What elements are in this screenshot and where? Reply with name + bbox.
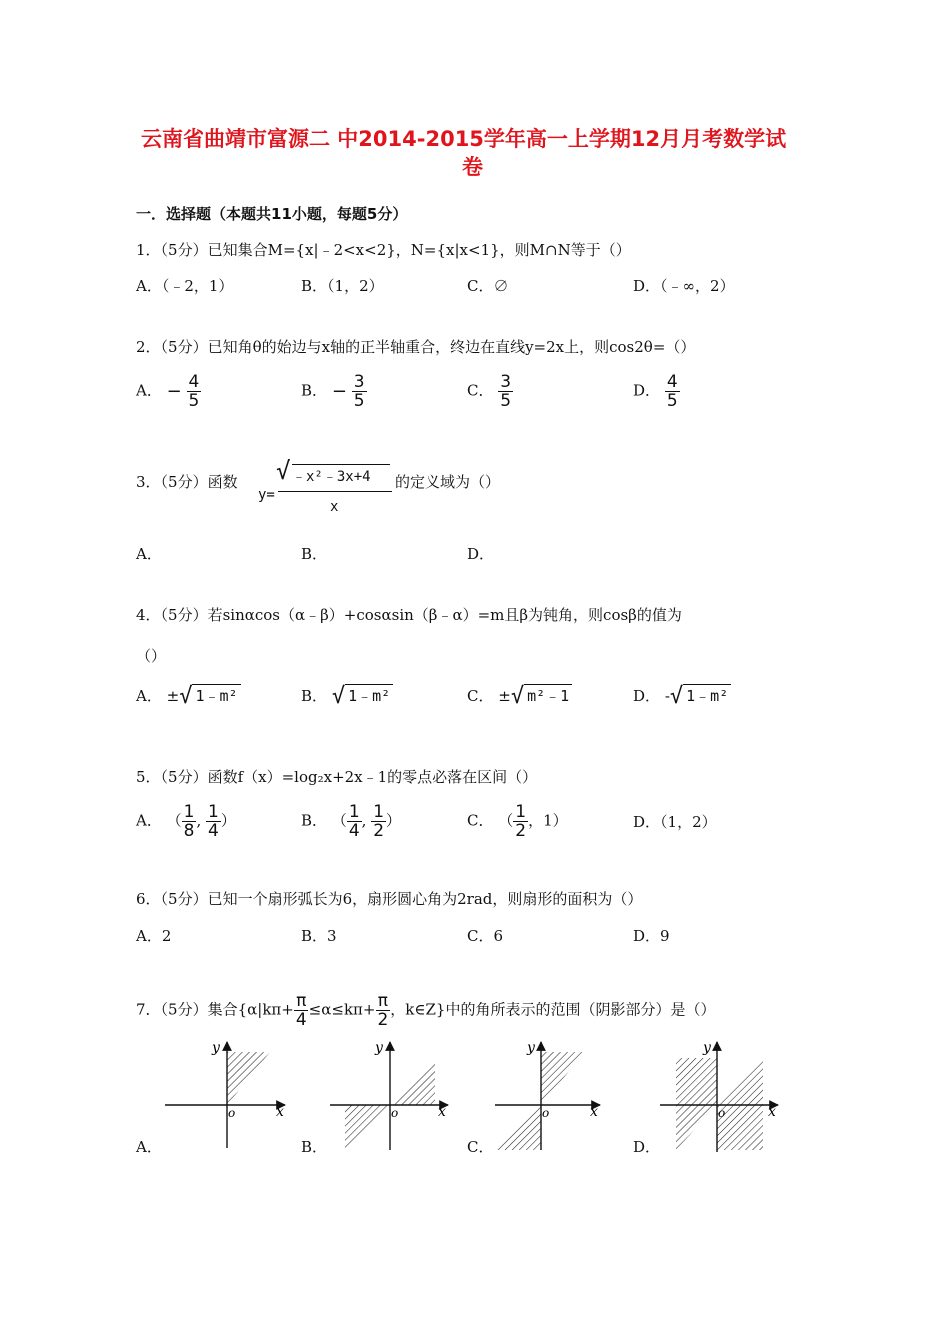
q7-a-x-label: x	[276, 1104, 284, 1120]
q6-option-c: C．6	[467, 927, 504, 945]
q4-stem-line1: 4．（5分）若sinαcos（α﹣β）+cosαsin（β﹣α）=m且β为钝角，则cosβ的值为	[136, 606, 682, 624]
q5-b-frac1: $\frac{1}{4}$	[348, 802, 360, 841]
q7-a-shaded-region	[227, 1052, 270, 1105]
q7-diagram-d	[660, 1040, 778, 1152]
q7-d-shaded-region-1	[676, 1058, 717, 1105]
q3-option-d: D．	[467, 545, 495, 563]
q5-option-a: A． （ $\frac{1}{8}$ , $\frac{1}{4}$ ）	[136, 802, 236, 841]
q7-frac-pi-4: $\frac{\pi}{4}$	[295, 991, 307, 1030]
q7-b-origin: o	[391, 1106, 399, 1120]
q4-c-plusminus: ±	[498, 687, 511, 705]
q5-c-rest: ，1）	[528, 811, 568, 830]
q3-denominator: x	[330, 499, 339, 515]
q7-c-shaded-region-1	[541, 1052, 585, 1105]
q4-a-label: A．	[136, 687, 162, 705]
q4-a-plusminus: ±	[166, 687, 180, 705]
doc-title-line2: 卷	[462, 155, 483, 179]
q7-d-shaded-region-4	[676, 1105, 717, 1150]
q4-stem-line2: （）	[136, 647, 167, 665]
q7-c-x-label: x	[590, 1104, 598, 1120]
q4-c-sqrt: √ m²﹣1	[511, 687, 572, 705]
q5-option-b: B． （ $\frac{1}{4}$ , $\frac{1}{2}$ ）	[301, 802, 402, 841]
q5-c-frac1: $\frac{1}{2}$	[515, 802, 527, 841]
q7-d-y-label: y	[703, 1040, 711, 1056]
q4-d-sqrt: √ 1﹣m²	[670, 687, 731, 705]
q7-c-shaded-region-2	[497, 1105, 541, 1150]
q7-option-c: C．	[467, 1138, 494, 1156]
q7-diagram-a	[165, 1040, 285, 1148]
q2-c-fraction: $\frac{3}{5}$	[500, 372, 512, 411]
q2-d-label: D．	[633, 381, 661, 400]
q7-b-shaded-region-1	[390, 1060, 435, 1105]
q4-b-label: B．	[301, 687, 328, 705]
q1-option-b: B．（1，2）	[301, 277, 384, 295]
q3-y-eq: y=	[258, 487, 275, 503]
q6-stem: 6．（5分）已知一个扇形弧长为6，扇形圆心角为2rad，则扇形的面积为（）	[136, 890, 643, 908]
q5-a-frac2: $\frac{1}{4}$	[208, 802, 219, 841]
q7-d-x-label: x	[768, 1104, 776, 1120]
q6-option-d: D．9	[633, 927, 670, 945]
section-heading: 一．选择题（本题共11小题，每题5分）	[136, 205, 408, 223]
q3-option-b: B．	[301, 545, 328, 563]
q7-b-x-label: x	[438, 1104, 446, 1120]
q7-option-d: D．	[633, 1138, 661, 1156]
q4-c-label: C．	[467, 687, 494, 705]
q7-d-shaded-region-2	[717, 1058, 763, 1105]
q7-stem-a: 7．（5分）集合{α|kπ+	[136, 1000, 294, 1019]
q5-c-label: C．	[467, 811, 494, 830]
q2-a-fraction: $\frac{4}{5}$	[188, 372, 200, 411]
q4-b-sqrt: √ 1﹣m²	[332, 687, 393, 705]
q6-option-b: B．3	[301, 927, 337, 945]
q2-c-label: C．	[467, 381, 494, 400]
q2-b-fraction: $\frac{3}{5}$	[353, 372, 365, 411]
q7-stem-c: ，k∈Z}中的角所表示的范围（阴影部分）是（）	[390, 1000, 716, 1019]
q5-b-frac2: $\frac{1}{2}$	[373, 802, 385, 841]
q7-d-origin: o	[718, 1106, 726, 1120]
q1-option-d: D．（﹣∞，2）	[633, 277, 735, 295]
doc-title-line1: 云南省曲靖市富源二 中2014-2015学年高一上学期12月月考数学试	[141, 127, 787, 151]
q5-option-d: D．（1，2）	[633, 813, 717, 831]
q3-stem-after: 的定义域为（）	[395, 473, 501, 491]
q7-frac-pi-2: $\frac{\pi}{2}$	[377, 991, 389, 1030]
q7-b-shaded-region-2	[345, 1105, 390, 1150]
q1-stem: 1．（5分）已知集合M={x|﹣2<x<2}，N={x|x<1}，则M∩N等于（）	[136, 241, 631, 259]
q7-stem-b: ≤α≤kπ+	[308, 1000, 376, 1019]
q1-option-a: A．（﹣2，1）	[136, 277, 234, 295]
q5-stem: 5．（5分）函数f（x）=log₂x+2x﹣1的零点必落在区间（）	[136, 768, 538, 786]
q5-b-label: B．	[301, 811, 328, 830]
q3-radicand: ﹣x²﹣3x+4	[292, 464, 390, 486]
q2-b-label: B．	[301, 381, 328, 400]
q7-option-a: A．	[136, 1138, 162, 1156]
q7-option-b: B．	[301, 1138, 328, 1156]
q2-a-label: A．	[136, 381, 162, 400]
q4-d-label: D．	[633, 687, 661, 705]
q5-option-c: C． （ $\frac{1}{2}$ ，1）	[467, 802, 568, 841]
q5-a-label: A．	[136, 811, 162, 830]
q7-diagram-c	[495, 1040, 600, 1150]
q7-b-y-label: y	[375, 1040, 383, 1056]
q1-option-c: C．∅	[467, 277, 509, 295]
q2-b-minus: −	[331, 381, 347, 402]
q3-stem-before: 3．（5分）函数	[136, 473, 238, 491]
q7-diagram-b	[330, 1040, 448, 1150]
q5-a-frac1: $\frac{1}{8}$	[183, 802, 195, 841]
q7-c-origin: o	[542, 1106, 550, 1120]
q7-a-origin: o	[228, 1106, 236, 1120]
q7-a-y-label: y	[212, 1040, 220, 1056]
q2-d-fraction: $\frac{4}{5}$	[666, 372, 678, 411]
q7-c-y-label: y	[527, 1040, 535, 1056]
q4-a-sqrt: √ 1﹣m²	[179, 687, 240, 705]
q4-d-minus: -	[664, 687, 670, 705]
q2-a-minus: −	[166, 381, 182, 402]
q3-option-a: A．	[136, 545, 162, 563]
q3-sqrt-sign: √	[276, 457, 291, 485]
q2-stem: 2．（5分）已知角θ的始边与x轴的正半轴重合，终边在直线y=2x上，则cos2θ=（）	[136, 338, 696, 356]
q6-option-a: A．2	[136, 927, 172, 945]
